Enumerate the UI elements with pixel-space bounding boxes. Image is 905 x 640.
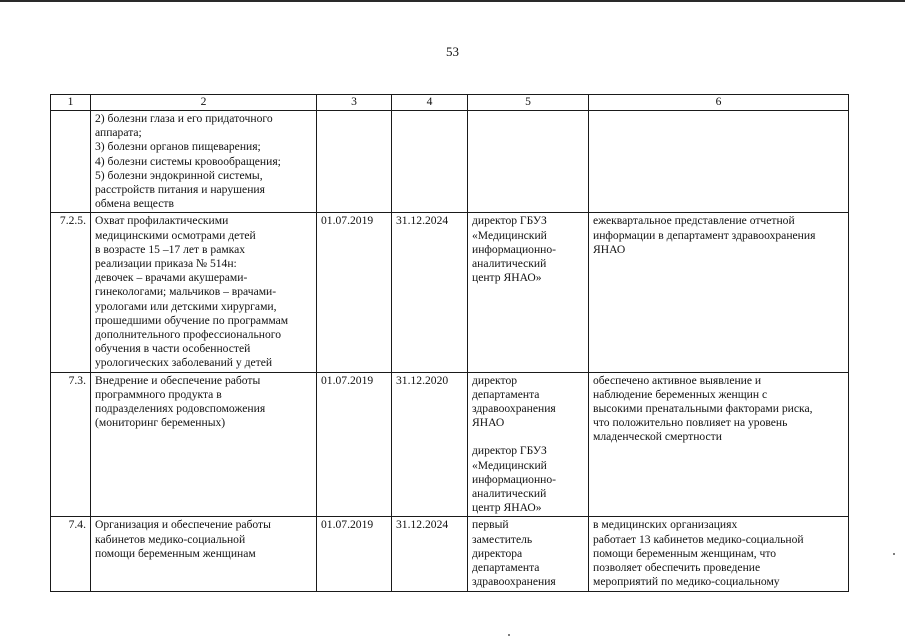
scan-speck bbox=[508, 634, 510, 636]
cell-line: позволяет обеспечить проведение bbox=[593, 561, 761, 575]
start-date-cell bbox=[317, 111, 392, 213]
page-top-border bbox=[0, 0, 905, 2]
cell-line: обеспечено активное выявление и bbox=[593, 373, 762, 387]
table-header-row bbox=[51, 95, 849, 111]
start-date-cell: 01.07.2019 bbox=[317, 372, 392, 517]
cell-line: аппарата; bbox=[95, 126, 142, 140]
result-cell bbox=[589, 372, 849, 517]
cell-line: здравоохранения bbox=[472, 575, 556, 589]
cell-line: ЯНАО bbox=[472, 416, 505, 430]
cell-line: в медицинских организациях bbox=[593, 518, 738, 532]
cell-line: директор ГБУЗ bbox=[472, 444, 547, 458]
cell-line: расстройств питания и нарушения bbox=[95, 183, 265, 197]
event-cell bbox=[91, 517, 317, 591]
responsible-cell bbox=[468, 517, 589, 591]
cell-line: медицинскими осмотрами детей bbox=[95, 228, 256, 242]
cell-line: директор ГБУЗ bbox=[472, 214, 547, 228]
cell-line: помощи беременным женщинам, что bbox=[593, 546, 777, 560]
end-date-cell: 31.12.2024 bbox=[392, 213, 468, 372]
cell-line: мероприятий по медико-социальному bbox=[593, 575, 780, 589]
header-col-4: 4 bbox=[392, 95, 468, 111]
header-col-5: 5 bbox=[468, 95, 589, 111]
cell-line: информационно- bbox=[472, 242, 557, 256]
table-row bbox=[51, 111, 849, 213]
table-row bbox=[51, 213, 849, 372]
cell-line: департамента bbox=[472, 561, 540, 575]
cell-line: младенческой смертности bbox=[593, 430, 722, 444]
item-number-cell: 7.3. bbox=[51, 372, 91, 517]
end-date-cell bbox=[392, 111, 468, 213]
cell-line: «Медицинский bbox=[472, 458, 547, 472]
cell-line: аналитический bbox=[472, 487, 547, 501]
cell-line: «Медицинский bbox=[472, 228, 547, 242]
cell-line: кабинетов медико-социальной bbox=[95, 532, 246, 546]
cell-line: наблюдение беременных женщин с bbox=[593, 387, 768, 401]
result-cell bbox=[589, 213, 849, 372]
cell-line: урологических заболеваний у детей bbox=[95, 356, 273, 370]
cell-line: директор bbox=[472, 373, 518, 387]
event-cell bbox=[91, 111, 317, 213]
cell-line: урологами или детскими хирургами, bbox=[95, 299, 277, 313]
blank-line bbox=[472, 430, 584, 444]
responsible-cell bbox=[468, 213, 589, 372]
cell-line: дополнительного профессионального bbox=[95, 328, 282, 342]
cell-line: гинекологами; мальчиков – врачами- bbox=[95, 285, 277, 299]
cell-line: Организация и обеспечение работы bbox=[95, 518, 271, 532]
table-row bbox=[51, 517, 849, 591]
start-date-cell: 01.07.2019 bbox=[317, 213, 392, 372]
table-row bbox=[51, 372, 849, 517]
end-date-cell: 31.12.2024 bbox=[392, 517, 468, 591]
cell-line: центр ЯНАО» bbox=[472, 501, 542, 515]
page-number: 53 bbox=[446, 44, 459, 59]
header-col-1: 1 bbox=[51, 95, 91, 111]
result-cell bbox=[589, 517, 849, 591]
start-date-cell: 01.07.2019 bbox=[317, 517, 392, 591]
item-number-cell bbox=[51, 111, 91, 213]
scan-speck bbox=[893, 553, 895, 555]
event-cell bbox=[91, 213, 317, 372]
cell-line: Охват профилактическими bbox=[95, 214, 229, 228]
cell-line: в возрасте 15 –17 лет в рамках bbox=[95, 242, 246, 256]
event-cell bbox=[91, 372, 317, 517]
cell-line: ежеквартальное представление отчетной bbox=[593, 214, 795, 228]
cell-line: Внедрение и обеспечение работы bbox=[95, 373, 261, 387]
item-number-cell: 7.2.5. bbox=[51, 213, 91, 372]
cell-line: что положительно повлияет на уровень bbox=[593, 416, 788, 430]
cell-line: заместитель bbox=[472, 532, 533, 546]
cell-line: программного продукта в bbox=[95, 387, 222, 401]
cell-line: девочек – врачами акушерами- bbox=[95, 271, 248, 285]
cell-line: здравоохранения bbox=[472, 402, 556, 416]
header-col-3: 3 bbox=[317, 95, 392, 111]
cell-line: реализации приказа № 514н: bbox=[95, 257, 237, 271]
cell-line: помощи беременным женщинам bbox=[95, 546, 256, 560]
cell-line: 4) болезни системы кровообращения; bbox=[95, 154, 281, 168]
cell-line: директора bbox=[472, 546, 523, 560]
responsible-cell bbox=[468, 372, 589, 517]
cell-line: департамента bbox=[472, 387, 540, 401]
cell-line: подразделениях родовспоможения bbox=[95, 402, 266, 416]
cell-line: обмена веществ bbox=[95, 197, 174, 211]
cell-line: прошедшими обучение по программам bbox=[95, 313, 289, 327]
cell-line: обучения в части особенностей bbox=[95, 342, 251, 356]
cell-line: ЯНАО bbox=[593, 242, 626, 256]
cell-line: высокими пренатальными факторами риска, bbox=[593, 402, 813, 416]
cell-line: первый bbox=[472, 518, 509, 532]
table-body bbox=[51, 111, 849, 592]
item-number-cell: 7.4. bbox=[51, 517, 91, 591]
responsible-cell bbox=[468, 111, 589, 213]
cell-line: центр ЯНАО» bbox=[472, 271, 542, 285]
cell-line: аналитический bbox=[472, 257, 547, 271]
measures-table bbox=[50, 94, 849, 592]
cell-line: 2) болезни глаза и его придаточного bbox=[95, 112, 273, 125]
cell-line: (мониторинг беременных) bbox=[95, 416, 226, 430]
cell-line: 5) болезни эндокринной системы, bbox=[95, 168, 263, 182]
header-col-2: 2 bbox=[91, 95, 317, 111]
result-cell bbox=[589, 111, 849, 213]
cell-line: 3) болезни органов пищеварения; bbox=[95, 140, 261, 154]
cell-line: работает 13 кабинетов медико-социальной bbox=[593, 532, 804, 546]
end-date-cell: 31.12.2020 bbox=[392, 372, 468, 517]
cell-line: информационно- bbox=[472, 472, 557, 486]
cell-line: информации в департамент здравоохранения bbox=[593, 228, 816, 242]
header-col-6: 6 bbox=[589, 95, 849, 111]
